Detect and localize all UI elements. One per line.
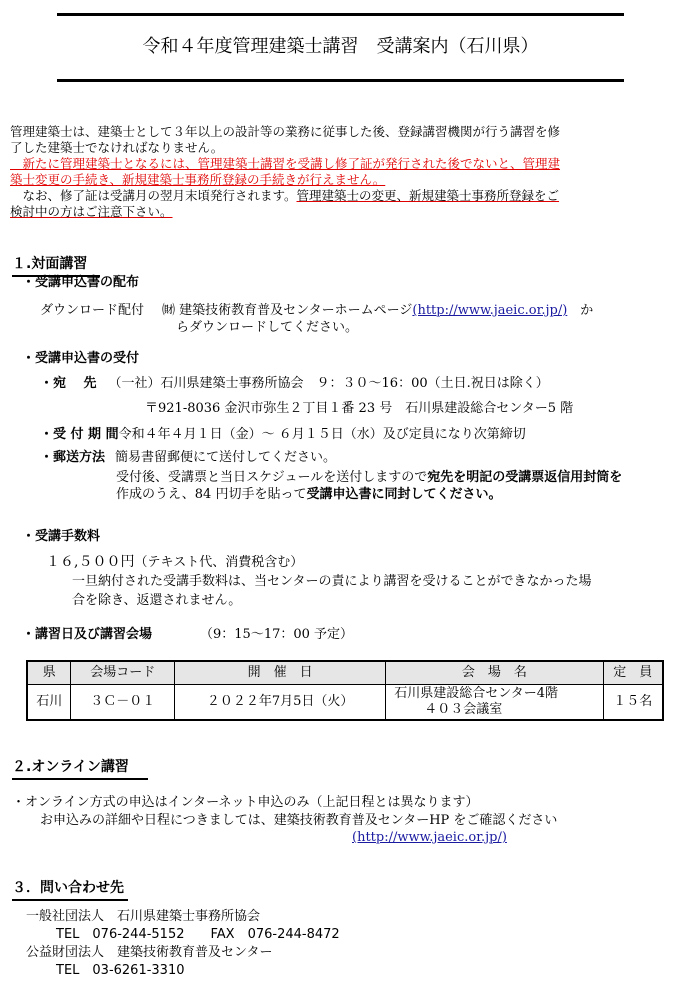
section-1-heading: [12, 256, 87, 274]
schedule-heading: ・講習日及び講習会場: [22, 627, 153, 642]
mail-line-3-text: 作成のうえ、84 円切手を貼って: [116, 487, 307, 502]
reception-mail: [40, 450, 336, 466]
section-2-heading: [12, 759, 129, 777]
mail-label: ・郵送方法: [40, 450, 106, 465]
section-3-heading-text: ３．問い合わせ先: [12, 880, 124, 896]
contact-org-2: 公益財団法人 建築技術教育普及センター: [26, 945, 273, 960]
section-1-heading-text: １.対面講習: [12, 256, 88, 272]
intro-note-emphasis: 管理建築士の変更、新規建築士事務所登録をご: [296, 188, 560, 203]
intro-note-line-1: [10, 188, 559, 204]
mail-line-2-emphasis: 宛先を明記の受講票返信用封筒を: [427, 470, 623, 485]
contact-org-1-phone: TEL 076-244-5152 FAX 076-244-8472: [56, 927, 340, 942]
fee-amount-line: [46, 554, 303, 572]
page-title: 令和４年度管理建築士講習 受講案内（石川県）: [142, 36, 539, 57]
header-pref: 県: [27, 661, 71, 685]
intro-line-2: 了した建築士でなければなりません。: [10, 140, 224, 155]
section-3-heading: [12, 880, 124, 898]
fee-note-line-1: 一旦納付された受講手数料は、当センターの責により講習を受けることができなかった場: [72, 574, 592, 589]
distribution-line-1: [40, 303, 593, 319]
venue-table-header-row: [27, 661, 663, 685]
fee-note-line-2: 合を除き、返還されません。: [72, 593, 242, 608]
cell-date: ２０２２年7月5日（火）: [175, 685, 386, 721]
section-2-heading-underline: [12, 778, 148, 780]
online-line-1: ・オンライン方式の申込はインターネット申込のみ（上記日程とは異なります）: [12, 795, 479, 810]
schedule-time: （9：15～17：00 予定）: [200, 627, 354, 642]
header-capacity: 定 員: [603, 661, 663, 685]
table-row: [27, 685, 663, 721]
schedule-heading-line: [22, 627, 353, 643]
intro-note-text: なお、修了証は受講月の翌月末頃発行されます。: [10, 188, 297, 203]
fee-amount-note: （テキスト代、消費税含む）: [134, 555, 304, 570]
destination-address: 〒921-8036 金沢市弥生２丁目１番 23 号 石川県建設総合センター5 階: [145, 401, 574, 416]
mail-line-2-text: 受付後、受講票と当日スケジュールを送付しますので: [116, 470, 428, 485]
venue-table: [26, 660, 664, 721]
distribution-line-1-tail: か: [567, 303, 594, 318]
online-url-link[interactable]: (http://www.jaeic.or.jp/): [352, 830, 507, 845]
cell-code: ３Ｃ－０１: [71, 685, 175, 721]
intro-line-1: 管理建築士は、建築士として３年以上の設計等の業務に従事した後、登録講習機関が行う講習を修: [10, 124, 561, 139]
header-code: 会場コード: [71, 661, 175, 685]
venue-line-1: 石川県建設総合センター4階: [394, 686, 559, 701]
intro-note-line-2: 検討中の方はご注意下さい。: [10, 204, 173, 219]
period-value: 令和４年４月１日（金）～ ６月１５日（水）及び定員になり次第締切: [118, 427, 526, 442]
header-date: 開 催 日: [175, 661, 386, 685]
section-3-heading-underline: [12, 899, 128, 901]
mail-line-3: [116, 487, 501, 503]
title-bottom-rule: [57, 79, 624, 82]
destination-label: ・宛 先: [40, 376, 97, 391]
reception-period: [40, 427, 526, 443]
mail-line-2: [116, 470, 622, 486]
distribution-org: ㈶ 建築技術教育普及センターホームページ: [162, 303, 413, 318]
section-2-heading-text: ２.オンライン講習: [12, 759, 129, 775]
intro-warning-line-2: 築士変更の手続き、新規建築士事務所登録の手続きが行えません。: [10, 172, 386, 187]
distribution-line-2: らダウンロードしてください。: [176, 320, 359, 335]
period-label: ・受 付 期 間: [40, 427, 119, 442]
reception-destination: [40, 376, 549, 392]
venue-line-2: ４０３会議室: [424, 702, 503, 717]
mail-value: 簡易書留郵便にて送付してください。: [115, 450, 337, 465]
distribution-url-link[interactable]: (http://www.jaeic.or.jp/): [412, 303, 568, 318]
cell-venue: [386, 685, 603, 721]
cell-capacity: １５名: [603, 685, 663, 721]
distribution-label: ダウンロード配付: [40, 303, 145, 318]
title-top-rule: [57, 13, 624, 16]
reception-heading: ・受講申込書の受付: [22, 351, 140, 366]
distribution-heading: ・受講申込書の配布: [22, 275, 140, 290]
contact-org-2-phone: TEL 03-6261-3310: [56, 963, 185, 978]
online-line-2: お申込みの詳細や日程につきましては、建築技術教育普及センターHP をご確認ください: [40, 813, 558, 828]
mail-line-3-emphasis: 受講申込書に同封してください。: [306, 487, 502, 502]
cell-pref: 石川: [27, 685, 71, 721]
header-venue: 会 場 名: [386, 661, 603, 685]
fee-amount: １６,５００円: [46, 554, 135, 570]
fee-heading: ・受講手数料: [22, 529, 101, 544]
intro-warning-line-1: 新たに管理建築士となるには、管理建築士講習を受講し修了証が発行された後でないと、管理建: [10, 156, 561, 171]
contact-org-1: 一般社団法人 石川県建築士事務所協会: [26, 909, 261, 924]
destination-org: （一社）石川県建築士事務所協会 ９：３０～16：00（土日.祝日は除く）: [108, 376, 549, 391]
